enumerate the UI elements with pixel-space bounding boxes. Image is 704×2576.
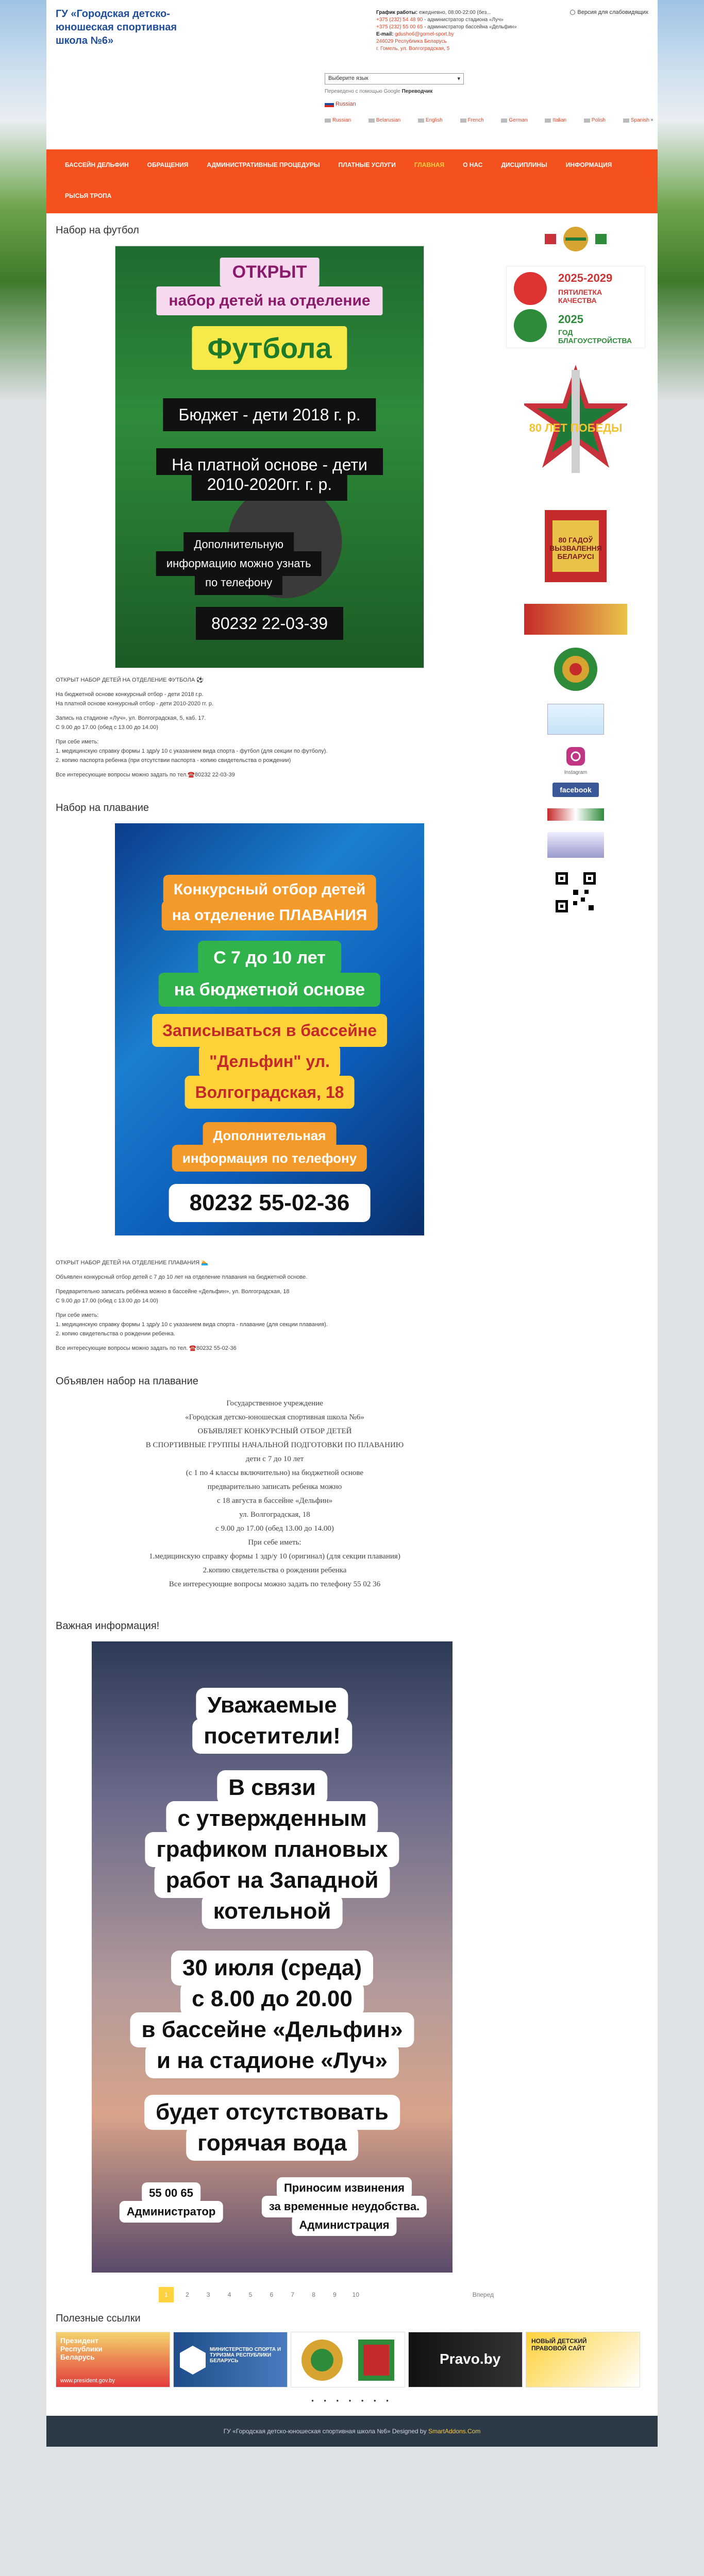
useful-links-carousel [46, 2332, 658, 2387]
flag-icon [460, 118, 466, 123]
translate-credit-value[interactable]: Переводчик [401, 89, 433, 94]
schedule-label: График работы: [376, 10, 418, 15]
announce-line: «Городская детско-юношеская спортивная школа №6» [185, 1413, 364, 1421]
link-tile-label: НОВЫЙ ДЕТСКИЙ ПРАВОВОЙ САЙТ [531, 2337, 587, 2352]
announce-line: (с 1 по 4 классы включительно) на бюджетной основе [186, 1469, 364, 1477]
site-footer [46, 2416, 658, 2447]
qr-code-icon[interactable] [552, 869, 599, 916]
quality-mark-icon [510, 269, 551, 346]
post-title[interactable]: Набор на плавание [56, 802, 149, 814]
lang-italian[interactable]: Italian [545, 117, 566, 123]
poster-info-3: по телефону [195, 570, 282, 595]
page-container [46, 0, 658, 2447]
post-title[interactable]: Набор на футбол [56, 225, 139, 236]
poster-line: посетители! [192, 1719, 352, 1754]
poster-line: котельной [202, 1894, 343, 1929]
swimming-poster[interactable] [115, 823, 424, 1235]
link-tile-emblems[interactable] [291, 2332, 405, 2387]
page-link[interactable]: 1 [159, 2287, 174, 2302]
schedule-text: ежедневно, 08:00-22:00 (без... [418, 10, 491, 15]
page-link[interactable]: 8 [312, 2291, 315, 2298]
banner-red[interactable] [524, 604, 627, 635]
poster-phone: 80232 55-02-36 [169, 1184, 371, 1222]
page-link[interactable]: 4 [227, 2291, 231, 2298]
page-link[interactable]: 5 [248, 2291, 253, 2298]
liberation-80-badge[interactable] [524, 500, 627, 592]
football-poster[interactable] [115, 246, 424, 668]
poster-line: в бассейне «Дельфин» [130, 2012, 414, 2047]
announce-line: 1.медицинскую справку формы 1 здр/у 10 (оригинал) (для секции плавания) [149, 1552, 400, 1561]
lang-polish[interactable]: Polish [584, 117, 606, 123]
badge-year: 2025 [558, 313, 583, 326]
badge-subtitle: ГОД БЛАГОУСТРОЙСТВА [558, 328, 632, 345]
poster-paid-1: На платной основе - дети [156, 448, 383, 475]
flag-icon [545, 118, 551, 123]
poster-ages-1: С 7 до 10 лет [198, 941, 341, 975]
poster-line: и на стадионе «Луч» [145, 2043, 399, 2078]
footer-designer-link[interactable]: SmartAddons.Com [428, 2428, 481, 2435]
link-tile-ministry[interactable] [173, 2332, 288, 2387]
post-body [56, 1258, 494, 1353]
lang-russian[interactable]: Russian [325, 117, 351, 123]
announce-line: с 18 августа в бассейне «Дельфин» [216, 1497, 333, 1505]
low-vision-label: Версия для слабовидящих [577, 9, 648, 15]
poster-where-2: "Дельфин" ул. [199, 1045, 340, 1078]
phone-1[interactable]: +375 (232) 54 48 90 [376, 17, 423, 23]
ministry-logo-icon [179, 2345, 207, 2376]
facebook-button[interactable] [552, 783, 599, 797]
facebook-label: facebook [560, 786, 592, 794]
link-tile-president[interactable] [56, 2332, 170, 2387]
poster-info-2: информацию можно узнать [156, 551, 322, 576]
announce-body [56, 1397, 494, 1591]
poster-line: графиком плановых [145, 1832, 399, 1867]
russia-flag-icon [325, 101, 334, 107]
announce-line: 2.копию свидетельства о рождении ребенка [203, 1566, 347, 1574]
link-tile-label: МИНИСТЕРСТВО СПОРТА И ТУРИЗМА РЕСПУБЛИКИ БЕЛАРУСЬ [210, 2347, 281, 2364]
banner-small-2[interactable] [547, 832, 604, 858]
current-language[interactable] [325, 101, 356, 107]
email-label: E-mail: [376, 31, 394, 37]
post-paragraph: При себе иметь: 1. медицинскую справку формы 1 здр/у 10 с указанием вида спорта - плавание (для секции плавания). 2. копию свидетельства о рождении ребенка. [56, 1312, 328, 1337]
post-paragraph: При себе иметь: 1. медицинскую справку формы 1 здр/у 10 с указанием вида спорта - футбол (для секции по футболу). 2. копию паспорта ребенка (при отсутствии паспорта - копию свидетельства о рождении) [56, 739, 328, 764]
poster-line: ОТКРЫТ [220, 258, 320, 286]
page-link[interactable]: 10 [352, 2291, 359, 2298]
poster-line: будет отсутствовать [144, 2095, 400, 2130]
poster-line: Конкурсный отбор детей [163, 875, 376, 905]
poster-paid-2: 2010-2020гг. г. р. [192, 474, 347, 501]
link-tile-url: www.president.gov.by [60, 2378, 115, 2384]
main-column [56, 213, 494, 2308]
announce-line: ОБЪЯВЛЯЕТ КОНКУРСНЫЙ ОТБОР ДЕТЕЙ [197, 1427, 352, 1435]
content-area [46, 213, 658, 2308]
google-translate-credit [325, 89, 432, 94]
pagination [159, 2287, 494, 2302]
language-flags [325, 117, 649, 123]
email-link[interactable]: gdusho6@gomel-sport.by [395, 31, 454, 37]
page-link[interactable]: 3 [206, 2291, 210, 2298]
post-title[interactable]: Объявлен набор на плавание [56, 1376, 198, 1387]
lang-english[interactable]: English [418, 117, 443, 123]
footer-text: ГУ «Городская детско-юношеская спортивная школа №6» Designed by [223, 2428, 428, 2435]
poster-line: Уважаемые [196, 1688, 348, 1723]
poster-line: горячая вода [186, 2126, 358, 2161]
instagram-label[interactable]: Instagram [564, 770, 588, 775]
post-paragraph: ОТКРЫТ НАБОР ДЕТЕЙ НА ОТДЕЛЕНИЕ ФУТБОЛА ⚽ [56, 677, 204, 683]
poster-budget: Бюджет - дети 2018 г. р. [163, 398, 376, 431]
announce-line: ул. Волгоградская, 18 [239, 1511, 310, 1519]
page-link[interactable]: 7 [291, 2291, 295, 2298]
address-line-1: 246029 Республика Беларусь [376, 39, 447, 44]
language-select[interactable]: Выберите язык ▾ [325, 73, 464, 84]
announce-line: В СПОРТИВНЫЕ ГРУППЫ НАЧАЛЬНОЙ ПОДГОТОВКИ ПО ПЛАВАНИЮ [145, 1441, 404, 1449]
lang-french[interactable]: French [460, 117, 484, 123]
carousel-dots[interactable]: • • • • • • • [311, 2397, 393, 2404]
poster-apology: за временные неудобства. [262, 2196, 427, 2217]
low-vision-toggle[interactable] [570, 9, 648, 15]
important-poster[interactable] [92, 1641, 452, 2273]
poster-phone-role: Администратор [120, 2201, 223, 2223]
poster-sport: Футбола [192, 326, 347, 370]
emblems-icon [291, 2332, 405, 2387]
nav-item-pool[interactable]: БАССЕЙН ДЕЛЬФИН [65, 161, 129, 168]
poster-line: на отделение ПЛАВАНИЯ [162, 901, 378, 930]
announce-line: дети с 7 до 10 лет [245, 1455, 304, 1463]
lang-belarusian[interactable]: Belarusian [368, 117, 400, 123]
link-tile-kids-legal[interactable] [526, 2332, 640, 2387]
post-paragraph: Все интересующие вопросы можно задать по тел. ☎️80232 55-02-36 [56, 1345, 237, 1351]
flag-icon [418, 118, 424, 123]
liberation-label: 80 ГАДОЎ ВЫЗВАЛЕННЯ БЕЛАРУСІ [549, 536, 602, 561]
instagram-icon[interactable] [565, 746, 586, 767]
ministry-emblem-icon[interactable] [552, 646, 599, 692]
poster-apology: Приносим извинения [277, 2177, 412, 2199]
flag-icon [623, 118, 629, 123]
nav-item-about[interactable]: О НАС [463, 161, 483, 168]
announce-line: При себе иметь: [248, 1538, 301, 1547]
nav-item-paid-services[interactable]: ПЛАТНЫЕ УСЛУГИ [338, 161, 396, 168]
link-tile-pravo[interactable] [408, 2332, 523, 2387]
nav-item-lynx-trail[interactable]: РЫСЬЯ ТРОПА [65, 192, 112, 199]
announce-line: Государственное учреждение [226, 1399, 323, 1408]
flag-icon [501, 118, 507, 123]
nav-item-appeals[interactable]: ОБРАЩЕНИЯ [147, 161, 189, 168]
phone-2-desc: - администратор бассейна «Дельфин» [423, 24, 517, 30]
poster-line: с 8.00 до 20.00 [180, 1981, 364, 2016]
site-header [46, 0, 658, 149]
link-tile-label: Президент Республики Беларусь [60, 2336, 103, 2361]
nav-item-admin-procedures[interactable]: АДМИНИСТРАТИВНЫЕ ПРОЦЕДУРЫ [207, 161, 320, 168]
post-announce [56, 1376, 494, 1591]
post-important [56, 1620, 494, 2273]
translate-credit-label: Переведено с помощью Google [325, 89, 400, 94]
lang-spanish[interactable]: Spanish [623, 117, 649, 123]
flag-icon [325, 118, 331, 123]
banner-small[interactable] [547, 808, 604, 821]
announce-line: Все интересующие вопросы можно задать по телефону 55 02 36 [169, 1580, 381, 1588]
link-tile-label: Pravo.by [440, 2351, 501, 2367]
flag-icon [584, 118, 590, 123]
post-paragraph: На бюджетной основе конкурсный отбор - дети 2018 г.р. На платной основе конкурсный отбор - дети 2010-2020 гг. р. [56, 691, 214, 707]
phone-2[interactable]: +375 (232) 55 00 65 [376, 24, 423, 30]
poster-line: с утвержденным [166, 1801, 378, 1836]
poster-info-1: Дополнительную [183, 532, 294, 557]
badge-years: 2025-2029 [558, 272, 613, 284]
announce-line: с 9.00 до 17.00 (обед 13.00 до 14.00) [215, 1524, 334, 1533]
close-icon[interactable]: × [650, 117, 653, 123]
useful-links-title: Полезные ссылки [56, 2313, 141, 2324]
poster-line: работ на Западной [155, 1863, 390, 1898]
post-football [56, 225, 494, 779]
poster-info-2: информация по телефону [172, 1145, 367, 1172]
post-paragraph: ОТКРЫТ НАБОР ДЕТЕЙ НА ОТДЕЛЕНИЕ ПЛАВАНИЯ 🏊 [56, 1260, 208, 1266]
page-link[interactable]: 9 [333, 2291, 337, 2298]
poster-ages-2: на бюджетной основе [159, 973, 380, 1007]
nav-item-home[interactable]: ГЛАВНАЯ [414, 161, 445, 168]
poster-where-1: Записываться в бассейне [152, 1014, 387, 1047]
contact-info [376, 9, 526, 53]
post-paragraph: Все интересующие вопросы можно задать по тел.☎️80232 22-03-39 [56, 772, 235, 778]
lang-german[interactable]: German [501, 117, 527, 123]
post-swimming [56, 802, 494, 1353]
main-nav [46, 149, 658, 213]
nav-item-information[interactable]: ИНФОРМАЦИЯ [565, 161, 612, 168]
belarus-emblem-icon[interactable] [540, 224, 612, 255]
eye-icon [570, 10, 575, 15]
info-banner[interactable] [547, 704, 604, 735]
victory-label: 80 ЛЕТ ПОБЕДЫ [529, 421, 623, 434]
badge-title: ПЯТИЛЕТКА КАЧЕСТВА [558, 288, 602, 304]
sidebar [503, 213, 648, 2308]
poster-apology: Администрация [292, 2214, 396, 2236]
flag-icon [368, 118, 375, 123]
post-paragraph: Объявлен конкурсный отбор детей с 7 до 10 лет на отделение плавания на бюджетной основе. [56, 1274, 308, 1280]
page-link[interactable]: 6 [270, 2291, 274, 2298]
post-title[interactable]: Важная информация! [56, 1620, 160, 1632]
poster-info-1: Дополнительная [203, 1122, 337, 1149]
address-line-2: г. Гомель, ул. Волгоградская, 5 [376, 46, 450, 52]
poster-where-3: Волгоградская, 18 [185, 1076, 355, 1109]
quality-year-badge[interactable] [506, 266, 645, 348]
next-page-link[interactable]: Вперед [472, 2291, 494, 2298]
post-paragraph: Предварительно записать ребёнка можно в бассейне «Дельфин», ул. Волгоградская, 18 С 9.00 до 17.00 (обед с 13.00 до 14.00) [56, 1289, 290, 1304]
page-link[interactable]: 2 [185, 2291, 189, 2298]
post-body [56, 675, 494, 779]
current-language-label: Russian [336, 101, 356, 107]
poster-phone: 80232 22-03-39 [196, 607, 343, 640]
poster-line: В связи [217, 1770, 327, 1805]
poster-line: набор детей на отделение [156, 286, 382, 315]
phone-1-desc: - администратор стадиона «Луч» [423, 17, 504, 23]
poster-phone: 55 00 65 [142, 2182, 200, 2204]
announce-line: предварительно записать ребенка можно [207, 1483, 342, 1491]
nav-item-disciplines[interactable]: ДИСЦИПЛИНЫ [501, 161, 547, 168]
post-paragraph: Запись на стадионе «Луч», ул. Волгоградская, 5, каб. 17. С 9.00 до 17.00 (обед с 13.00 до 14.00) [56, 715, 206, 731]
poster-date: 30 июля (среда) [171, 1951, 373, 1986]
victory-80-badge[interactable] [524, 360, 627, 488]
site-title[interactable]: ГУ «Городская детско-юношеская спортивная школа №6» [56, 8, 177, 46]
